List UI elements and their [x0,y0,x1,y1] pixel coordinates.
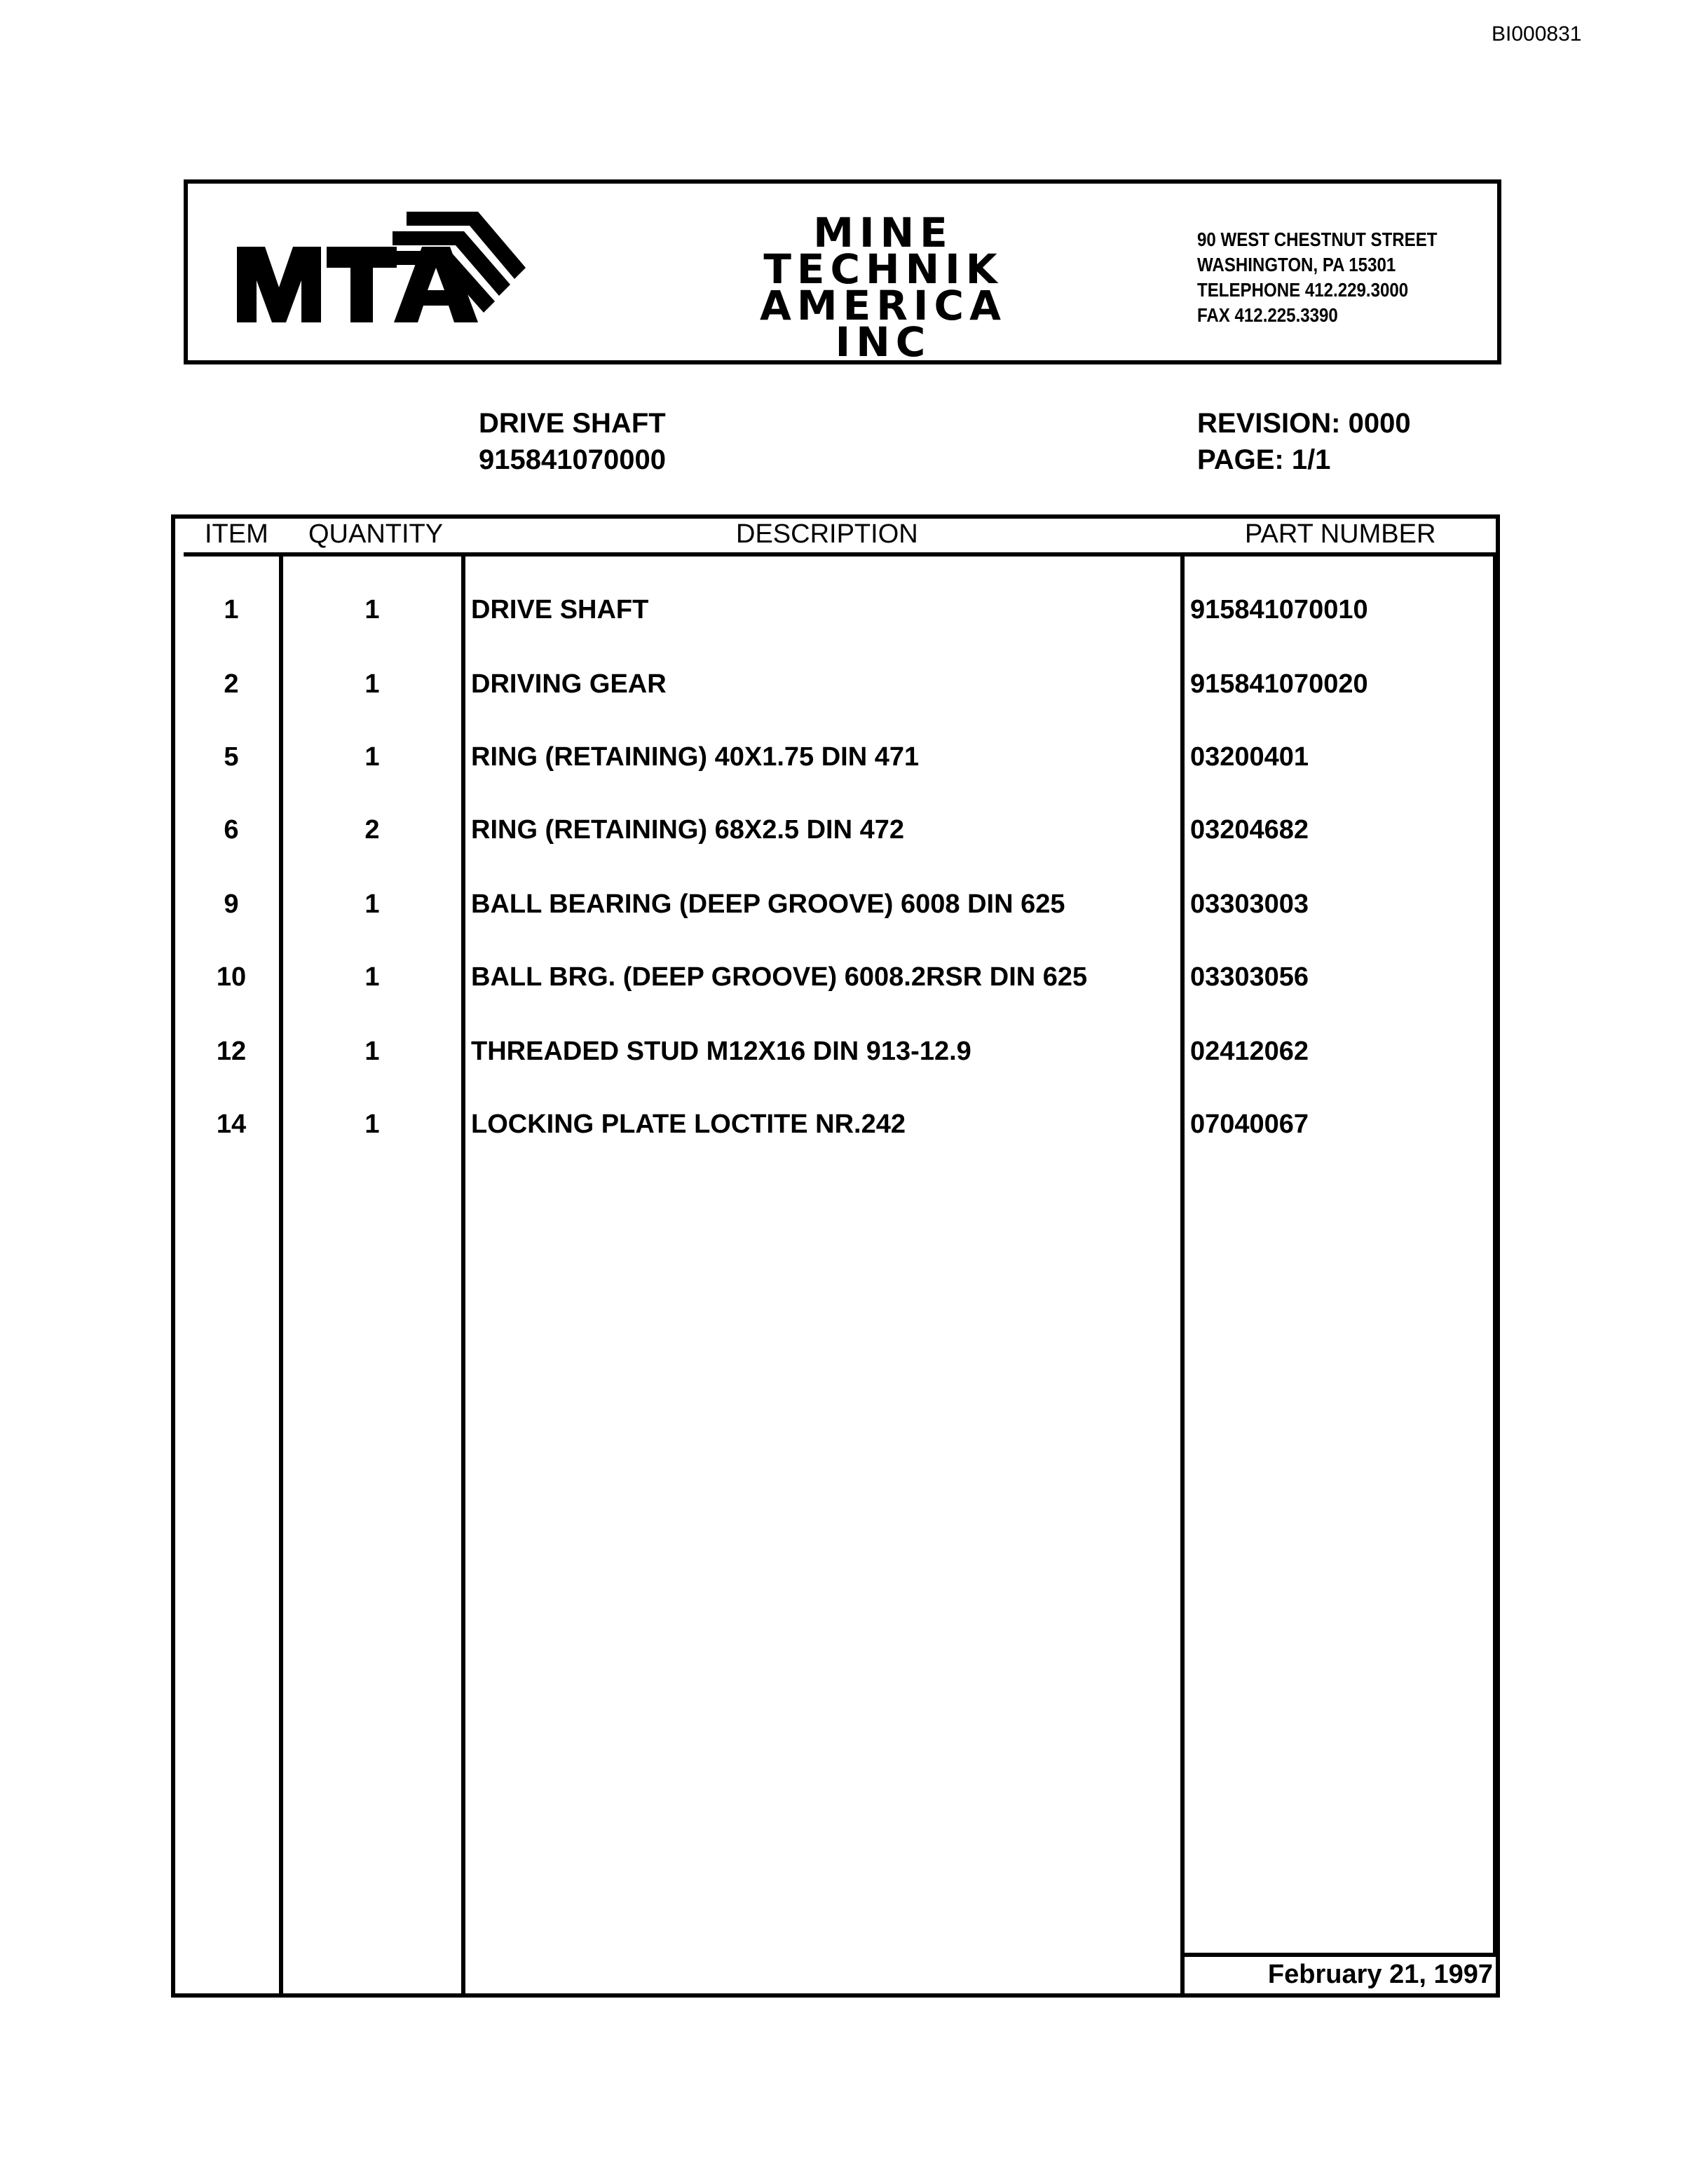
item-cell: 14 [216,1110,247,1139]
company-line: TECHNIK [763,245,1003,293]
company-line: AMERICA [760,282,1007,329]
column-divider [1180,554,1185,1996]
item-cell: 1 [224,595,239,625]
mta-logo [231,203,526,329]
part-number-cell: 915841070020 [1190,669,1368,699]
item-cell: 5 [224,742,239,772]
column-divider [1493,554,1497,1956]
column-header-item: ITEM [205,519,268,549]
quantity-cell: 1 [364,742,380,772]
description-cell: DRIVE SHAFT [471,595,649,625]
company-line: MINE [813,209,953,257]
company-address [1197,227,1438,328]
description-cell: BALL BRG. (DEEP GROOVE) 6008.2RSR DIN 625 [471,962,1088,992]
header-separator [184,552,1500,557]
quantity-cell: 1 [364,1037,380,1066]
quantity-cell: 2 [364,815,380,845]
description-cell: DRIVING GEAR [471,669,667,699]
part-number-cell: 915841070010 [1190,595,1368,625]
address-fax: FAX 412.225.3390 [1197,304,1338,326]
address-city: WASHINGTON, PA 15301 [1197,254,1396,275]
part-number-cell: 03303003 [1190,889,1309,919]
quantity-cell: 1 [364,595,380,625]
quantity-cell: 1 [364,1110,380,1139]
item-cell: 10 [216,962,247,992]
description-cell: THREADED STUD M12X16 DIN 913-12.9 [471,1037,971,1066]
company-name [701,209,1065,366]
revision: REVISION: 0000 [1197,408,1411,439]
item-cell: 6 [224,815,239,845]
quantity-cell: 1 [364,889,380,919]
part-number-cell: 03204682 [1190,815,1309,845]
quantity-cell: 1 [364,669,380,699]
company-line: INC [835,318,932,366]
address-telephone: TELEPHONE 412.229.3000 [1197,279,1409,301]
description-cell: RING (RETAINING) 40X1.75 DIN 471 [471,742,920,772]
part-number-cell: 03303056 [1190,962,1309,992]
parts-table [171,514,1500,1998]
item-cell: 9 [224,889,239,919]
part-number-cell: 02412062 [1190,1037,1309,1066]
part-number-cell: 03200401 [1190,742,1309,772]
description-cell: BALL BEARING (DEEP GROOVE) 6008 DIN 625 [471,889,1065,919]
column-divider [461,554,465,1996]
assembly-title: DRIVE SHAFT [479,408,666,439]
item-cell: 2 [224,669,239,699]
column-header-part-number: PART NUMBER [1245,519,1436,549]
item-cell: 12 [216,1037,247,1066]
bates-number: BI000831 [1492,22,1582,46]
part-number-cell: 07040067 [1190,1110,1309,1139]
description-cell: LOCKING PLATE LOCTITE NR.242 [471,1110,906,1139]
address-street: 90 WEST CHESTNUT STREET [1197,228,1438,250]
document-date: February 21, 1997 [1267,1960,1493,1989]
page-number: PAGE: 1/1 [1197,444,1331,475]
assembly-code: 915841070000 [479,444,666,475]
column-header-description: DESCRIPTION [736,519,918,549]
description-cell: RING (RETAINING) 68X2.5 DIN 472 [471,815,905,845]
column-header-quantity: QUANTITY [308,519,444,549]
quantity-cell: 1 [364,962,380,992]
